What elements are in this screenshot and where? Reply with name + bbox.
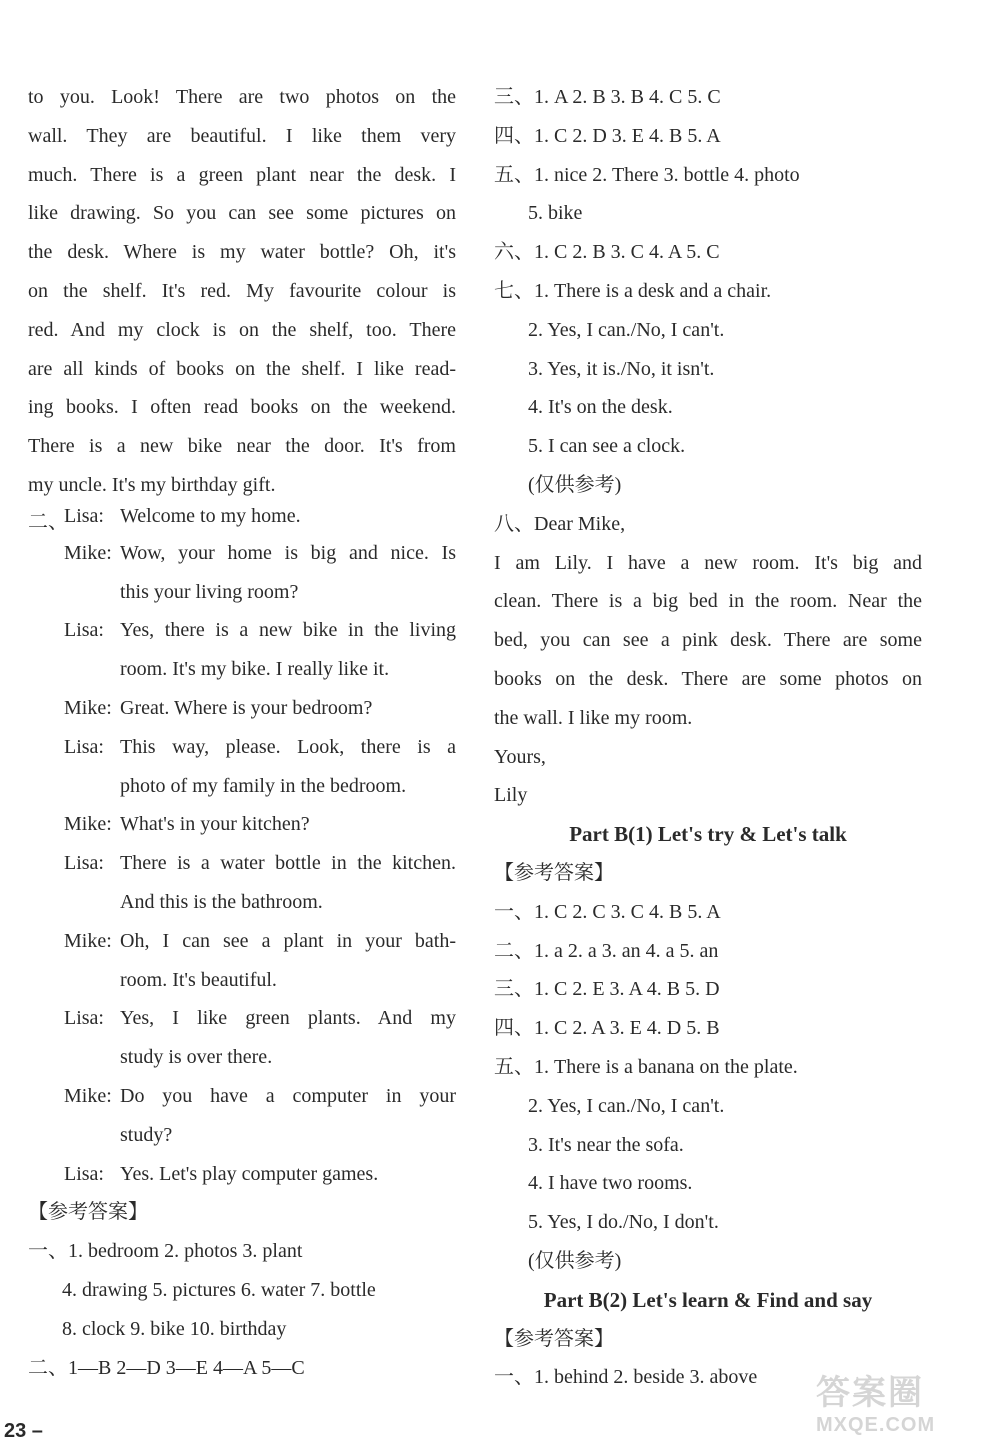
speech: What's in your kitchen?	[120, 813, 310, 836]
speech: Oh, I can see a plant in your bath-	[120, 929, 456, 952]
speech: There is a water bottle in the kitchen.	[120, 852, 456, 875]
dialogue-line	[28, 844, 456, 883]
answers-heading: 【参考答案】	[28, 1201, 148, 1224]
passage-line: red. And my clock is on the shelf, too. There	[28, 318, 456, 341]
reading-passage	[28, 78, 456, 505]
answer-line: 三、1. A 2. B 3. B 4. C 5. C	[494, 86, 721, 108]
speech: Yes, I like green plants. And my	[120, 1007, 456, 1030]
answer-line: 3. It's near the sofa.	[528, 1133, 684, 1156]
speech: This way, please. Look, there is a	[120, 735, 456, 758]
speech-continued: this your living room?	[120, 580, 299, 603]
answer-line: 二、1. a 2. a 3. an 4. a 5. an	[494, 939, 719, 962]
dialogue-line	[28, 805, 456, 844]
answer-line: 4. drawing 5. pictures 6. water 7. bottle	[62, 1278, 376, 1301]
passage-line: my uncle. It's my birthday gift.	[28, 473, 276, 496]
answer-line: 4. I have two rooms.	[528, 1172, 693, 1195]
answer-line: 5. bike	[528, 202, 583, 225]
dialogue-line	[28, 999, 456, 1038]
answer-line: 四、1. C 2. A 3. E 4. D 5. B	[494, 1017, 720, 1040]
answer-line: 3. Yes, it is./No, it isn't.	[528, 357, 715, 380]
speaker: Lisa:	[64, 735, 104, 758]
answer-line: 五、1. nice 2. There 3. bottle 4. photo	[494, 163, 800, 186]
left-column	[28, 78, 456, 1387]
speaker: Mike:	[64, 541, 112, 564]
speaker: Lisa:	[64, 619, 104, 642]
passage-line: like drawing. So you can see some pictures on	[28, 202, 456, 225]
letter-line: clean. There is a big bed in the room. Near the	[494, 590, 922, 613]
letter-closing: Yours,	[494, 745, 546, 768]
answer-line: 2. Yes, I can./No, I can't.	[528, 318, 725, 341]
speech-continued: room. It's beautiful.	[120, 968, 277, 991]
answer-line: 一、1. C 2. C 3. C 4. B 5. A	[494, 900, 721, 923]
speaker: Mike:	[64, 1084, 112, 1107]
section-label: 二、	[28, 510, 68, 533]
part-b2-title: Part B(2) Let's learn & Find and say	[543, 1287, 873, 1312]
speech: Do you have a computer in your	[120, 1084, 456, 1107]
answer-line: 一、1. bedroom 2. photos 3. plant	[28, 1240, 303, 1263]
speaker: Lisa:	[64, 1162, 104, 1185]
answer-group	[494, 893, 922, 1087]
letter-line: I am Lily. I have a new room. It's big and	[494, 551, 922, 574]
answer-group	[494, 311, 922, 505]
passage-line: There is a new bike near the door. It's from	[28, 435, 456, 458]
passage-line: the desk. Where is my water bottle? Oh, it's	[28, 241, 456, 264]
letter-line: bed, you can see a pink desk. There are some	[494, 629, 922, 652]
speech-continued: photo of my family in the bedroom.	[120, 774, 407, 797]
answer-line: 5. Yes, I do./No, I don't.	[528, 1211, 719, 1234]
speaker: Lisa:	[64, 504, 104, 527]
speech: Yes, there is a new bike in the living	[120, 619, 456, 642]
dialogue	[28, 505, 456, 1194]
speaker: Mike:	[64, 929, 112, 952]
answer-line: 七、1. There is a desk and a chair.	[494, 279, 772, 302]
watermark-text: 答案圈	[816, 1373, 924, 1413]
answer-line: 5. I can see a clock.	[528, 435, 686, 458]
letter-line: books on the desk. There are some photos on	[494, 667, 922, 690]
speech: Yes. Let's play computer games.	[120, 1162, 379, 1185]
passage-line: to you. Look! There are two photos on the	[28, 86, 456, 108]
dialogue-line	[28, 1155, 456, 1194]
passage-line: wall. They are beautiful. I like them very	[28, 124, 456, 147]
speech-continued: study?	[120, 1123, 173, 1146]
letter-greeting: 八、Dear Mike,	[494, 512, 626, 535]
answer-line: 六、1. C 2. B 3. C 4. A 5. C	[494, 241, 720, 264]
dialogue-line	[28, 505, 456, 534]
speech: Wow, your home is big and nice. Is	[120, 541, 456, 564]
passage-line: on the shelf. It's red. My favourite colour is	[28, 279, 456, 302]
answer-line: 三、1. C 2. E 3. A 4. B 5. D	[494, 978, 720, 1001]
speech-continued: And this is the bathroom.	[120, 890, 323, 913]
answer-line: 一、1. behind 2. beside 3. above	[494, 1366, 758, 1389]
dialogue-line	[28, 922, 456, 961]
right-column	[494, 78, 922, 1397]
answer-line: 五、1. There is a banana on the plate.	[494, 1055, 798, 1078]
answer-line: 二、1—B 2—D 3—E 4—A 5—C	[28, 1356, 305, 1379]
dialogue-line	[28, 611, 456, 650]
letter-signature: Lily	[494, 784, 528, 807]
answer-line: 2. Yes, I can./No, I can't.	[528, 1094, 725, 1117]
speaker: Lisa:	[64, 852, 104, 875]
answer-line: 四、1. C 2. D 3. E 4. B 5. A	[494, 124, 721, 147]
dialogue-line	[28, 689, 456, 728]
answer-line: (仅供参考)	[528, 473, 622, 496]
answers-heading: 【参考答案】	[494, 1327, 614, 1350]
speaker: Mike:	[64, 696, 112, 719]
dialogue-line	[28, 534, 456, 573]
speaker: Lisa:	[64, 1007, 104, 1030]
passage-line: are all kinds of books on the shelf. I like read-	[28, 357, 456, 380]
sample-letter	[494, 544, 922, 738]
answer-line: (仅供参考)	[528, 1249, 622, 1272]
letter-line: the wall. I like my room.	[494, 706, 693, 729]
answer-line: 4. It's on the desk.	[528, 396, 673, 419]
watermark-url: MXQE.COM	[816, 1414, 936, 1436]
speaker: Mike:	[64, 813, 112, 836]
speech-continued: room. It's my bike. I really like it.	[120, 658, 390, 681]
part-b1-title: Part B(1) Let's try & Let's talk	[569, 822, 847, 847]
dialogue-line	[28, 728, 456, 767]
passage-line: ing books. I often read books on the weekend.	[28, 396, 456, 419]
watermark-logo	[816, 1373, 986, 1443]
answers-heading: 【参考答案】	[494, 861, 614, 884]
speech: Welcome to my home.	[120, 504, 301, 527]
answer-line: 8. clock 9. bike 10. birthday	[62, 1317, 287, 1340]
page-number: 23 –	[4, 1420, 43, 1442]
passage-line: much. There is a green plant near the desk. I	[28, 163, 456, 186]
dialogue-rest	[28, 534, 456, 1194]
answer-group	[494, 1087, 922, 1281]
speech: Great. Where is your bedroom?	[120, 696, 373, 719]
dialogue-line	[28, 1077, 456, 1116]
speech-continued: study is over there.	[120, 1046, 273, 1069]
